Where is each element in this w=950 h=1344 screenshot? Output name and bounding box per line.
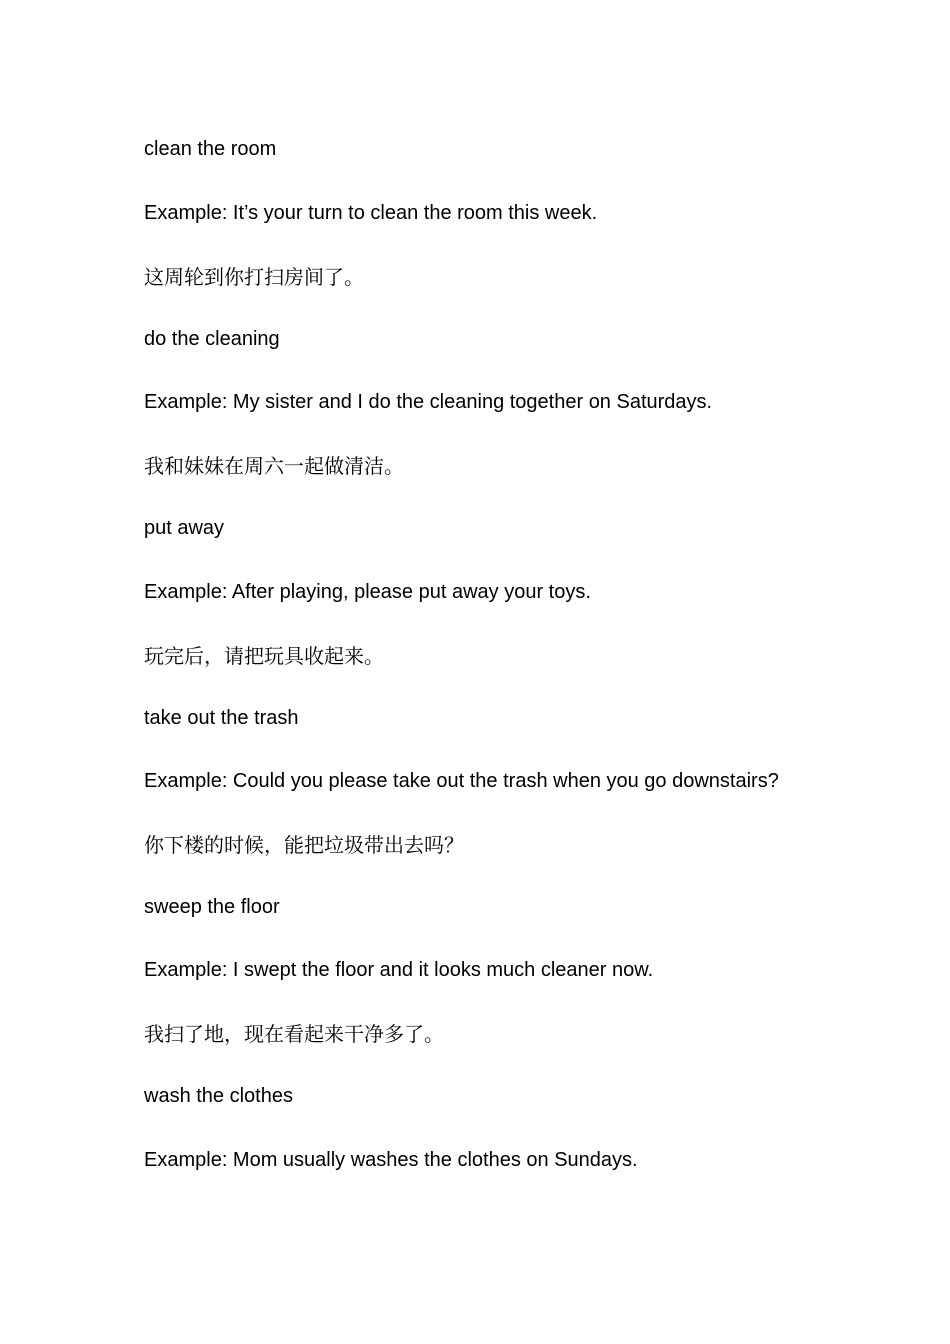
phrase-put-away: put away: [144, 517, 225, 539]
phrase-do-the-cleaning: do the cleaning: [144, 328, 280, 350]
phrase-wash-the-clothes: wash the clothes: [144, 1085, 293, 1107]
example-sweep-the-floor: Example: I swept the floor and it looks much cleaner now.: [144, 959, 654, 981]
example-wash-the-clothes: Example: Mom usually washes the clothes on Sundays.: [144, 1149, 638, 1171]
example-do-the-cleaning: Example: My sister and I do the cleaning together on Saturdays.: [144, 391, 713, 413]
translation-put-away: 玩完后，请把玩具收起来。: [144, 644, 384, 668]
translation-clean-the-room: 这周轮到你打扫房间了。: [144, 265, 364, 289]
phrase-sweep-the-floor: sweep the floor: [144, 896, 280, 918]
translation-sweep-the-floor: 我扫了地，现在看起来干净多了。: [144, 1022, 444, 1046]
example-take-out-the-trash: Example: Could you please take out the trash when you go downstairs?: [144, 770, 779, 792]
translation-take-out-the-trash: 你下楼的时候，能把垃圾带出去吗？: [144, 833, 464, 857]
example-clean-the-room: Example: It’s your turn to clean the room this week.: [144, 202, 598, 224]
translation-do-the-cleaning: 我和妹妹在周六一起做清洁。: [144, 454, 404, 478]
example-put-away: Example: After playing, please put away your toys.: [144, 581, 591, 603]
phrase-clean-the-room: clean the room: [144, 138, 277, 160]
phrase-take-out-the-trash: take out the trash: [144, 707, 299, 729]
